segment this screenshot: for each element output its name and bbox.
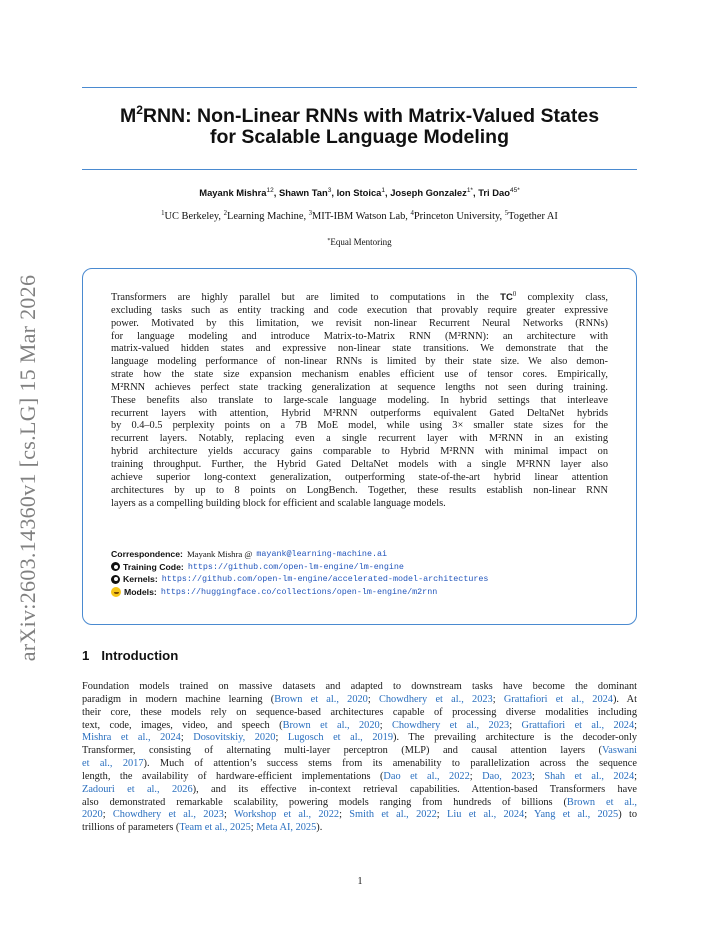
affiliations: $^1$UC Berkeley, $^2$Learning Machine, $^3$MIT-IBM Watson Lab, $^4$Princeton University, $^5$Together AI xyxy=(161,210,558,222)
abstract-line: achieve superior long-context generalization, outperforming state-of-the-art hybrid linear attention xyxy=(111,471,608,483)
body-text-segment: ; xyxy=(492,693,504,705)
body-text-segment: ). At xyxy=(612,693,638,705)
citation-link[interactable]: Brown et al., 2020 xyxy=(282,719,380,731)
body-text-segment: Transformer, consisting of alternating multi-layer perceptron (MLP) and causal attention layers ( xyxy=(82,745,602,757)
training-code-row: Training Code: https://github.com/open-lm-engine/lm-engine xyxy=(111,561,608,574)
correspondence-row: Correspondence: Mayank Mishra @ mayank@learning-machine.ai xyxy=(111,549,388,559)
body-text-segment: ; xyxy=(436,809,448,821)
citation-link[interactable]: Vaswani xyxy=(601,745,637,757)
citation-link[interactable]: Brown et al., 2020 xyxy=(274,693,368,705)
abstract-line: These benefits also translate to large-scale language modeling. In hybrid settings that interleave xyxy=(111,394,608,406)
body-text-segment: length, the availability of hardware-efficient implementations ( xyxy=(82,770,384,782)
body-text-segment: Foundation models trained on massive datasets and adapted to downstream tasks have become the dominant xyxy=(82,681,637,692)
body-line xyxy=(82,707,637,720)
citation-link[interactable]: Dao et al., 2022 xyxy=(383,770,470,782)
citation-link[interactable]: Zadouri et al., 2026 xyxy=(82,783,193,795)
abstract-line: strate how the state size expansion mechanism enables efficient use of tensor cores. Empirically, xyxy=(111,369,608,381)
resource-links xyxy=(111,548,608,598)
body-line xyxy=(82,771,637,784)
citation-link[interactable]: Chowdhery et al., 2023 xyxy=(112,809,224,821)
abstract-line: language modeling performance of non-linear RNNs is limited by their state size. We also demon- xyxy=(111,356,608,368)
body-line xyxy=(82,681,637,694)
title-rule-bottom xyxy=(82,169,637,170)
equal-mentoring-note: *Equal Mentoring xyxy=(327,237,392,247)
citation-link[interactable]: et al., 2017 xyxy=(82,758,144,770)
body-text-segment: ). xyxy=(316,822,323,834)
title-rule-top xyxy=(82,87,637,88)
body-text-segment: ; xyxy=(250,822,257,834)
body-line xyxy=(82,732,637,745)
body-line xyxy=(82,822,637,835)
abstract-line: matrix-valued hidden states and expressive non-linear state transitions. We demonstrate that the xyxy=(111,343,608,355)
abstract-line: recurrent layers with attention, Hybrid M²RNN outperforms equivalent Gated DeltaNet hybrids xyxy=(111,407,608,419)
body-text-segment: also demonstrated remarkable scalability, powering models ranging from hundreds of billions ( xyxy=(82,796,567,808)
github-icon xyxy=(111,562,120,571)
huggingface-icon xyxy=(111,587,121,597)
body-text-segment: ; xyxy=(524,809,535,821)
citation-link[interactable]: Dao, 2023 xyxy=(482,770,533,782)
kernels-row: Kernels: https://github.com/open-lm-engine/accelerated-model-architectures xyxy=(111,573,608,586)
citation-link[interactable]: 2020 xyxy=(82,809,103,821)
github-icon xyxy=(111,575,120,584)
body-line xyxy=(82,758,637,771)
author-name: Mayank Mishra xyxy=(199,187,267,198)
affiliation: Princeton University, xyxy=(413,211,505,222)
citation-link[interactable]: Yang et al., 2025 xyxy=(534,809,619,821)
author-list: Mayank Mishra$^{12}$, Shawn Tan$^3$, Ion Stoica$^1$, Joseph Gonzalez$^{1*}$, Tri Dao$^{45*}$ xyxy=(199,187,520,198)
citation-link[interactable]: Grattafiori et al., 2024 xyxy=(521,719,635,731)
abstract-line: by 0.4–0.5 perplexity points on a 7B MoE model, while using 3× smaller state sizes for the xyxy=(111,420,608,432)
citation-link[interactable]: Brown et al., xyxy=(566,796,637,808)
abstract-line: layers as a compelling building block for efficient and scalable language models. xyxy=(111,497,446,509)
citation-link[interactable]: Workshop et al., 2022 xyxy=(234,809,340,821)
body-text-segment: ) to xyxy=(618,809,638,821)
abstract-line: hybrid architecture yields accuracy gains comparable to Hybrid M²RNN with minimal impact on xyxy=(111,446,608,458)
citation-link[interactable]: Team et al., 2025 xyxy=(179,822,251,834)
citation-link[interactable]: Chowdhery et al., 2023 xyxy=(391,719,510,731)
body-text-segment: text, code, images, video, and speech ( xyxy=(82,719,283,731)
body-line xyxy=(82,745,637,758)
body-text-segment: ; xyxy=(509,719,522,731)
abstract-line: excluding tasks such as entity tracking and code execution that provably require greater expressive xyxy=(111,304,608,316)
introduction-body xyxy=(82,681,637,835)
body-text-segment: ; xyxy=(367,693,379,705)
affiliation: Learning Machine, xyxy=(226,211,309,222)
body-text-segment: ; xyxy=(532,770,545,782)
body-text-segment: ; xyxy=(223,809,234,821)
citation-link[interactable]: Grattafiori et al., 2024 xyxy=(503,693,613,705)
abstract-line: for language modeling and introduce Matrix-to-Matrix RNN (M²RNN): an architecture with xyxy=(111,330,608,342)
citation-link[interactable]: Mishra et al., 2024 xyxy=(82,732,181,744)
body-line xyxy=(82,809,637,822)
affiliation: MIT-IBM Watson Lab, xyxy=(312,211,411,222)
affiliation: Together AI xyxy=(508,211,558,222)
correspondence-email-link[interactable]: mayank@learning-machine.ai xyxy=(256,549,388,559)
body-text-segment: ). The prevailing architecture is the decoder-only xyxy=(393,732,637,744)
kernels-link[interactable]: https://github.com/open-lm-engine/accelerated-model-architectures xyxy=(161,574,489,585)
body-text-segment: their core, these models rely on sequence-based architectures capable of processing diverse modalities including xyxy=(82,706,637,718)
citation-link[interactable]: Smith et al., 2022 xyxy=(349,809,437,821)
abstract-line: architectures by up to 8 points on LongBench. Together, these results establish non-linear RNN xyxy=(111,484,608,496)
abstract-line: power. Motivated by this limitation, we revisit non-linear Recurrent Neural Networks (RNNs) xyxy=(111,317,608,329)
body-text-segment: ). Much of attention’s success stems from its amenability to parallelization across the sequence xyxy=(143,758,637,770)
body-text-segment: ; xyxy=(275,732,288,744)
author-name: Tri Dao xyxy=(478,187,510,198)
body-text-segment: trillions of parameters ( xyxy=(82,822,180,834)
citation-link[interactable]: Shah et al., 2024 xyxy=(544,770,635,782)
models-link[interactable]: https://huggingface.co/collections/open-lm-engine/m2rnn xyxy=(160,586,438,597)
author-name: Joseph Gonzalez xyxy=(390,187,467,198)
citation-link[interactable]: Lugosch et al., 2019 xyxy=(287,732,394,744)
paper-title: $M^2RNN$: Non-Linear RNNs with Matrix-Valued States for Scalable Language Modeling xyxy=(119,103,600,148)
author-name: Shawn Tan xyxy=(278,187,328,198)
arxiv-identifier: arXiv:2603.14360v1 [cs.LG] 15 Mar 2026 xyxy=(15,274,40,662)
body-text-segment: ; xyxy=(469,770,483,782)
body-line xyxy=(82,797,637,810)
body-line xyxy=(82,694,637,707)
citation-link[interactable]: Meta AI, 2025 xyxy=(256,822,317,834)
abstract-line: training throughput. Further, the Hybrid Gated DeltaNet models with a single M²RNN layer also xyxy=(111,458,608,470)
citation-link[interactable]: Dosovitskiy, 2020 xyxy=(193,732,276,744)
body-text-segment: ; xyxy=(102,809,113,821)
body-text-segment: paradigm in modern machine learning ( xyxy=(82,693,275,705)
affiliation: UC Berkeley, xyxy=(164,211,224,222)
section-heading: 1 Introduction xyxy=(82,648,179,663)
citation-link[interactable]: Chowdhery et al., 2023 xyxy=(378,693,493,705)
abstract-line: recurrent layers. Notably, replacing even a single recurrent layer with M²RNN in an existing xyxy=(111,433,608,445)
abstract-line: Transformers are highly parallel but are limited to computations in the $TC^0$ complexity class, xyxy=(111,291,609,303)
body-text-segment: ; xyxy=(379,719,392,731)
body-text-segment: ; xyxy=(339,809,350,821)
body-text-segment: ; xyxy=(634,770,637,782)
body-text-segment: ), and its effective in-context retrieval capabilities. Attention-based Transformers have xyxy=(192,783,637,795)
abstract-line: M²RNN achieves perfect state tracking generalization at sequence lengths not seen during training. xyxy=(111,381,608,393)
author-name: Ion Stoica xyxy=(336,187,382,198)
page-number: 1 xyxy=(357,876,363,887)
body-line xyxy=(82,720,637,733)
body-text-segment: ; xyxy=(180,732,194,744)
abstract xyxy=(111,292,608,510)
body-line xyxy=(82,784,637,797)
training-code-link[interactable]: https://github.com/open-lm-engine/lm-engine xyxy=(187,561,404,572)
citation-link[interactable]: Liu et al., 2024 xyxy=(447,809,525,821)
body-text-segment: ; xyxy=(634,719,638,731)
models-row: Models: https://huggingface.co/collections/open-lm-engine/m2rnn xyxy=(111,586,608,599)
